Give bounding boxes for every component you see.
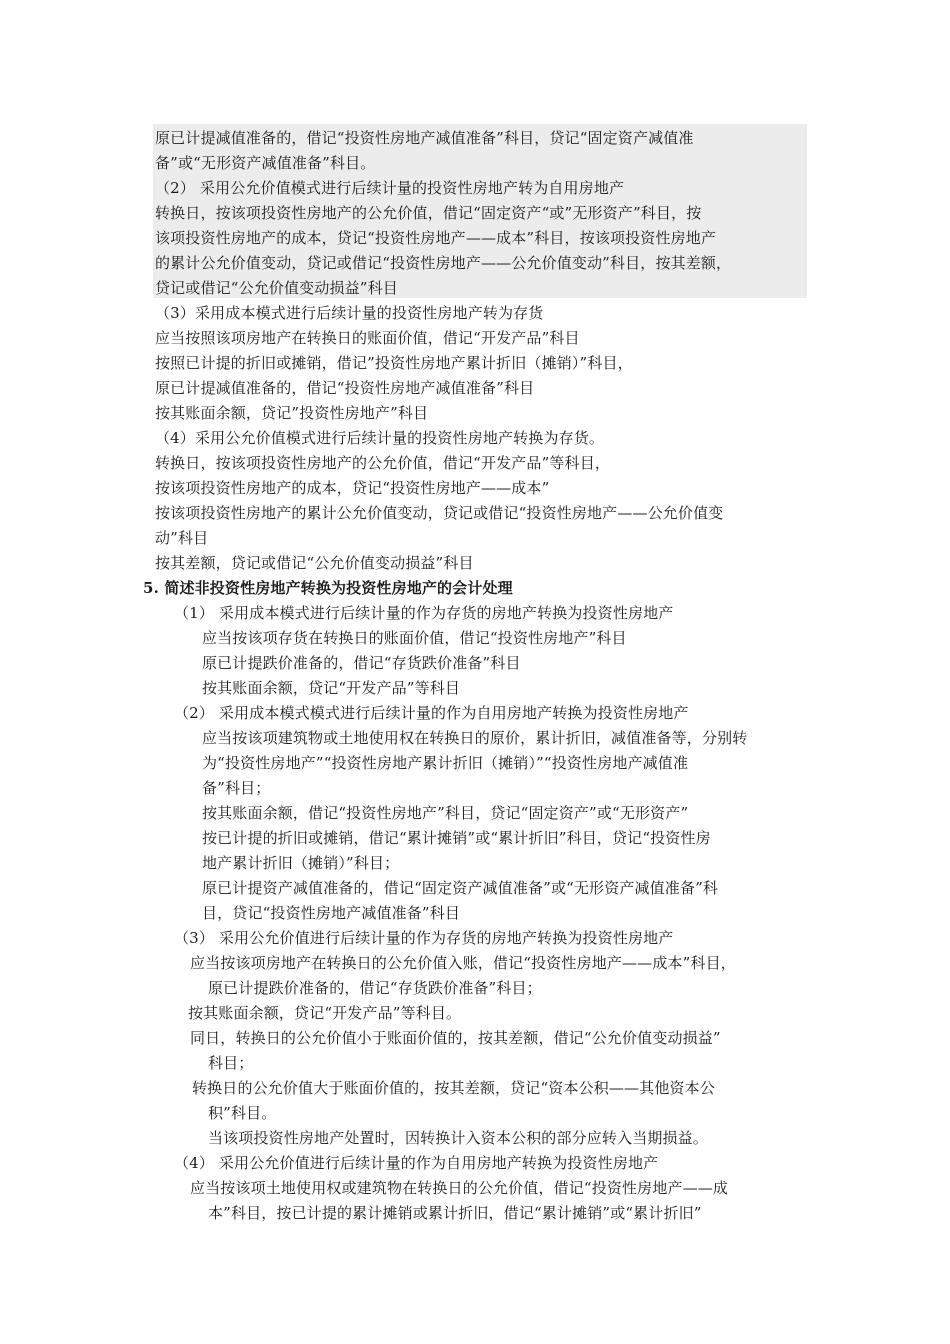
text-line: （4） 采用公允价值进行后续计量的作为自用房地产转换为投资性房地产 (174, 1154, 659, 1172)
text-line: （2） 采用公允价值模式进行后续计量的投资性房地产转为自用房地产 (155, 179, 625, 197)
text-line: 备”科目； (202, 779, 271, 797)
text-line: 原已计提资产减值准备的，借记“固定资产减值准备”或“无形资产减值准备”科 (202, 879, 719, 897)
text-line: 转换日，按该项投资性房地产的公允价值，借记“开发产品”等科目， (155, 454, 610, 472)
text-line: 备”或“无形资产减值准备”科目。 (155, 154, 376, 172)
text-line: 应当按该项土地使用权或建筑物在转换日的公允价值，借记“投资性房地产——成 (190, 1179, 729, 1197)
text-line: 应当按该项建筑物或土地使用权在转换日的原价，累计折旧，减值准备等，分别转 (202, 729, 748, 747)
text-line: （3） 采用公允价值进行后续计量的作为存货的房地产转换为投资性房地产 (174, 929, 674, 947)
text-line: 的累计公允价值变动，贷记或借记“投资性房地产——公允价值变动”科目，按其差额， (155, 254, 732, 272)
section-heading: 5. 简述非投资性房地产转换为投资性房地产的会计处理 (143, 579, 513, 597)
text-line: 贷记或借记“公允价值变动损益”科目 (155, 279, 398, 297)
text-line: 应当按照该项房地产在转换日的账面价值，借记“开发产品”科目 (155, 329, 580, 347)
text-line: 按其账面余额，借记“投资性房地产”科目，贷记“固定资产”或“无形资产” (202, 804, 689, 822)
text-line: 科目； (208, 1054, 254, 1072)
text-line: 按其账面余额，贷记“开发产品”等科目 (202, 679, 461, 697)
text-line: 目，贷记“投资性房地产减值准备”科目 (202, 904, 461, 922)
text-line: （4）采用公允价值模式进行后续计量的投资性房地产转换为存货。 (155, 429, 605, 447)
text-line: （1） 采用成本模式进行后续计量的作为存货的房地产转换为投资性房地产 (174, 604, 674, 622)
text-line: 为“投资性房地产”“投资性房地产累计折旧（摊销）”“投资性房地产减值准 (202, 754, 689, 772)
text-line: 原已计提减值准备的，借记“投资性房地产减值准备”科目，贷记“固定资产减值准 (155, 129, 694, 147)
text-line: 动”科目 (155, 529, 209, 547)
text-line: （2） 采用成本模式模式进行后续计量的作为自用房地产转换为投资性房地产 (174, 704, 689, 722)
text-line: 按已计提的折旧或摊销，借记“累计摊销”或“累计折旧”科目，贷记“投资性房 (202, 829, 711, 847)
text-line: 转换日，按该项投资性房地产的公允价值，借记“固定资产“或”无形资产”科目，按 (155, 204, 702, 222)
text-line: 原已计提跌价准备的，借记“存货跌价准备”科目 (202, 654, 521, 672)
text-line: 按照已计提的折旧或摊销，借记”投资性房地产累计折旧（摊销）”科目， (155, 354, 633, 372)
text-line: 当该项投资性房地产处置时，因转换计入资本公积的部分应转入当期损益。 (208, 1129, 708, 1147)
text-line: 同日，转换日的公允价值小于账面价值的，按其差额，借记“公允价值变动损益” (190, 1029, 721, 1047)
text-line: 原已计提减值准备的，借记“投资性房地产减值准备”科目 (155, 379, 535, 397)
text-line: 按其差额，贷记或借记“公允价值变动损益”科目 (155, 554, 474, 572)
text-line: 按该项投资性房地产的累计公允价值变动，贷记或借记“投资性房地产——公允价值变 (155, 504, 724, 522)
text-line: （3）采用成本模式进行后续计量的投资性房地产转为存货 (155, 304, 544, 322)
text-line: 积”科目。 (208, 1104, 277, 1122)
text-line: 按其账面余额，贷记”投资性房地产”科目 (155, 404, 429, 422)
text-line: 应当按该项存货在转换日的账面价值，借记“投资性房地产”科目 (202, 629, 627, 647)
text-line: 原已计提跌价准备的，借记“存货跌价准备”科目； (208, 979, 542, 997)
text-line: 按该项投资性房地产的成本，贷记“投资性房地产——成本” (155, 479, 550, 497)
text-line: 应当按该项房地产在转换日的公允价值入账，借记“投资性房地产——成本”科目， (190, 954, 736, 972)
text-line: 地产累计折旧（摊销）”科目； (202, 854, 400, 872)
text-line: 按其账面余额，贷记“开发产品”等科目。 (188, 1004, 462, 1022)
text-line: 该项投资性房地产的成本，贷记“投资性房地产——成本”科目，按该项投资性房地产 (155, 229, 717, 247)
text-line: 转换日的公允价值大于账面价值的，按其差额，贷记“资本公积——其他资本公 (192, 1079, 715, 1097)
text-line: 本”科目，按已计提的累计摊销或累计折旧，借记“累计摊销”或“累计折旧” (208, 1204, 702, 1222)
